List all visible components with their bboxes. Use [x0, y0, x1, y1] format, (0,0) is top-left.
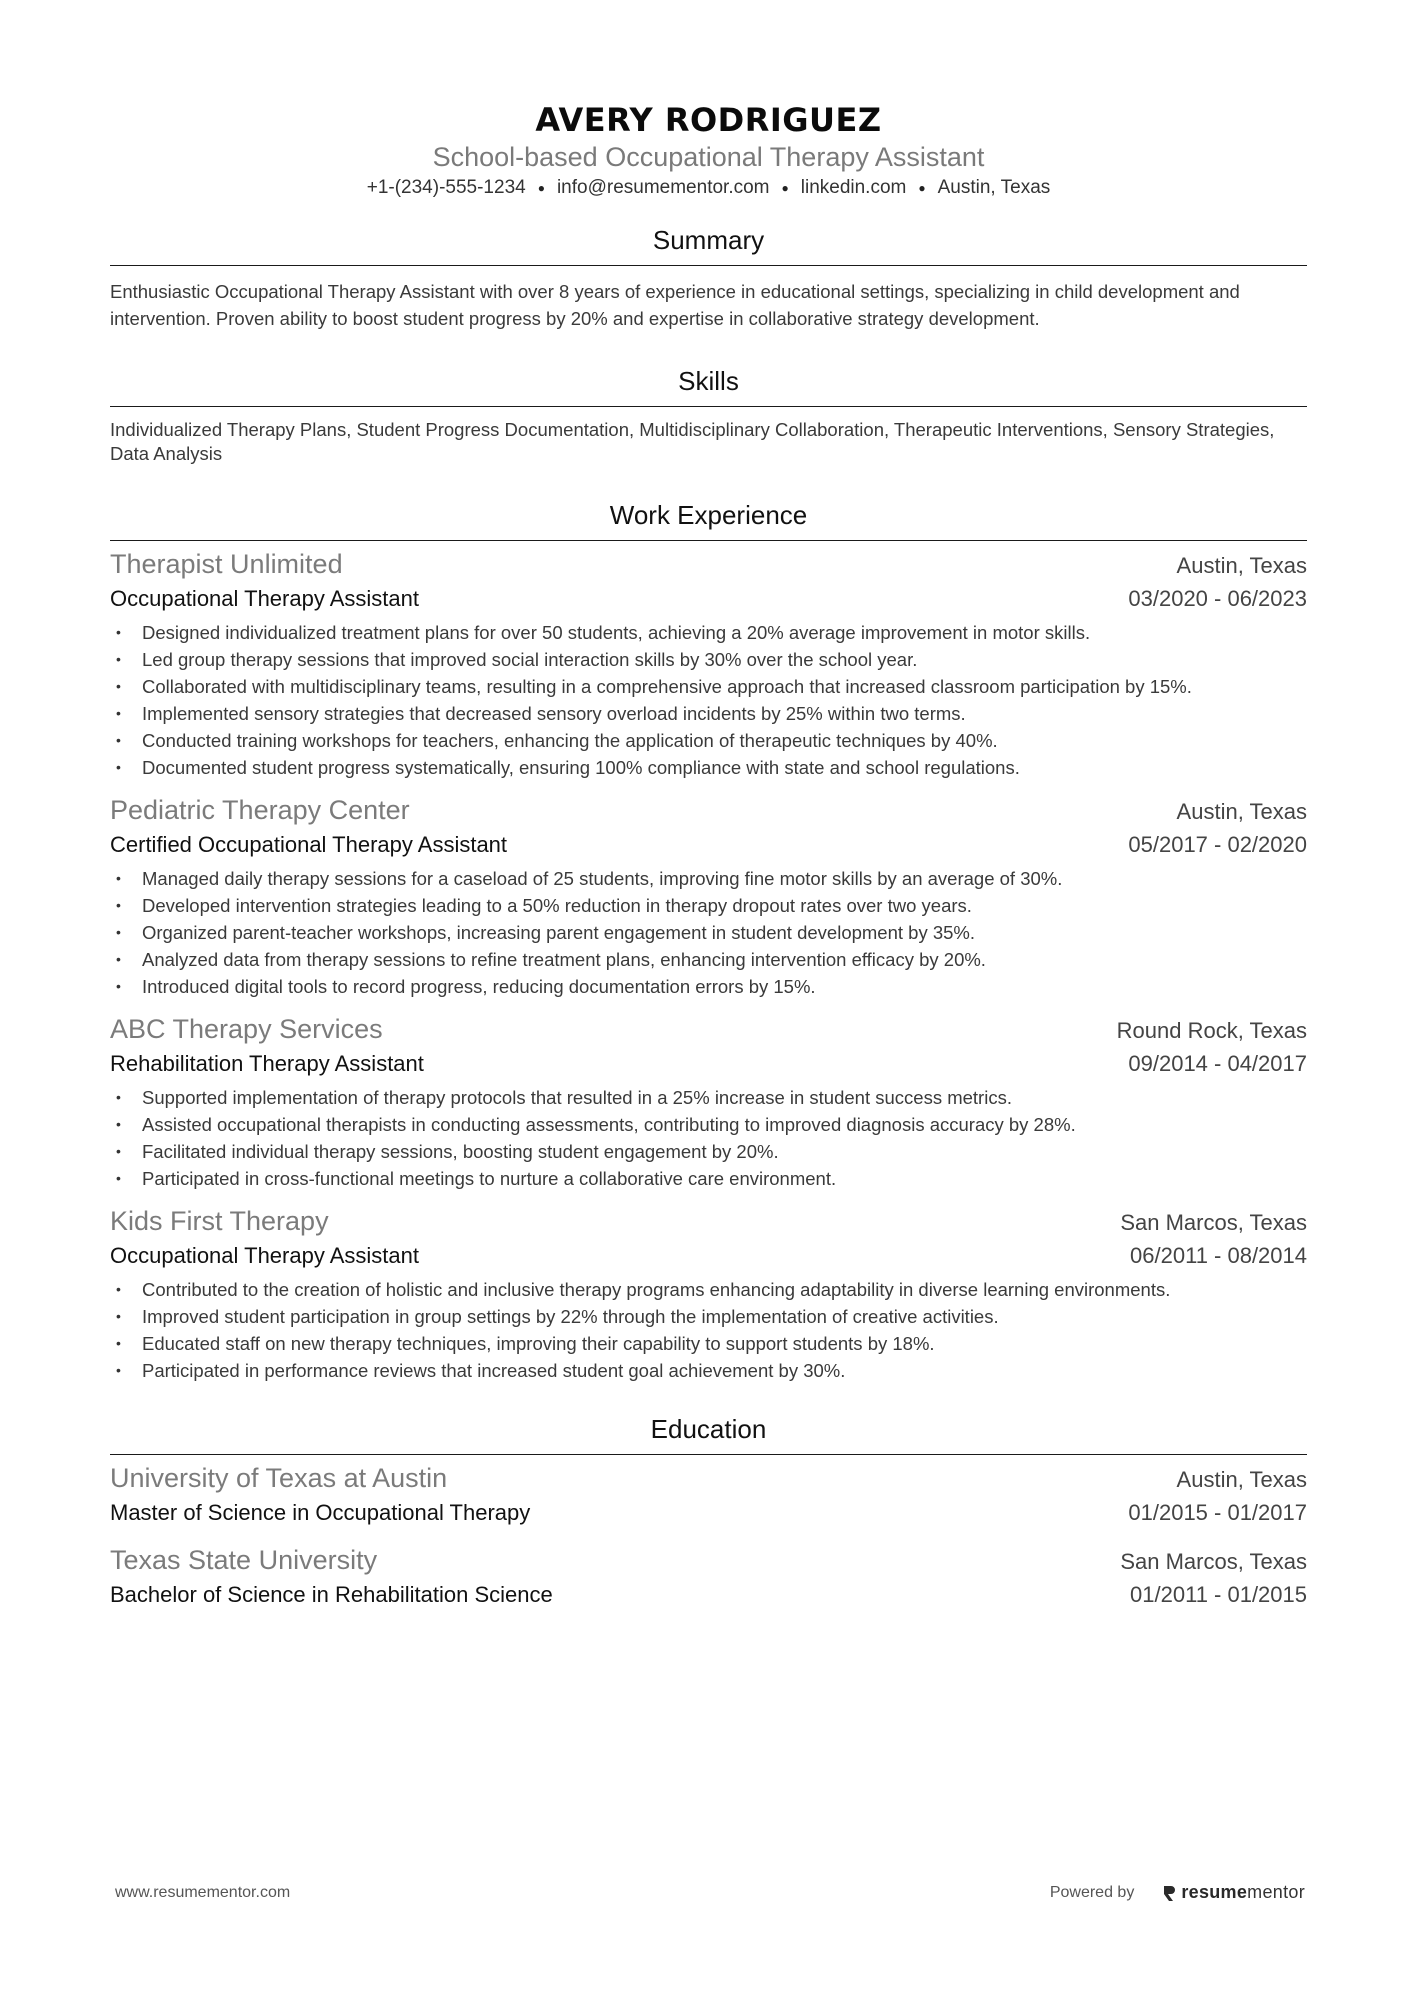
section-heading-skills: Skills — [678, 366, 739, 396]
bullet-text: Contributed to the creation of holistic and inclusive therapy programs enhancing adaptability in diverse learning environments. — [142, 1279, 1171, 1300]
job-header-row — [110, 793, 1307, 828]
resume-page — [110, 0, 1307, 1611]
job-dates: 06/2011 - 08/2014 — [1130, 1243, 1307, 1268]
job-bullet-list — [110, 1084, 1307, 1192]
list-item — [110, 946, 1307, 973]
job-list — [110, 547, 1307, 1384]
job-role: Occupational Therapy Assistant — [110, 586, 419, 611]
contact-location: Austin, Texas — [937, 177, 1051, 198]
bullet-text: Implemented sensory strategies that decreased sensory overload incidents by 25% within two terms. — [142, 703, 966, 724]
job-location: Round Rock, Texas — [1116, 1018, 1307, 1043]
list-item — [110, 1111, 1307, 1138]
education-header-row — [110, 1543, 1307, 1578]
job-role: Rehabilitation Therapy Assistant — [110, 1051, 424, 1076]
list-item — [110, 1276, 1307, 1303]
job-bullet-list — [110, 1276, 1307, 1384]
list-item — [110, 1303, 1307, 1330]
brand-name-light: mentor — [1247, 1882, 1305, 1902]
brand-logo[interactable] — [1162, 1882, 1305, 1903]
list-item — [110, 865, 1307, 892]
education-entry — [110, 1543, 1307, 1611]
job-company: Kids First Therapy — [110, 1206, 329, 1236]
job-role: Occupational Therapy Assistant — [110, 1243, 419, 1268]
job-role-row — [110, 1047, 1307, 1080]
education-degree-row — [110, 1496, 1307, 1529]
bullet-icon: • — [116, 759, 121, 775]
list-item — [110, 1357, 1307, 1384]
bullet-icon: • — [116, 624, 121, 640]
resume-header — [110, 100, 1307, 201]
list-item — [110, 1330, 1307, 1357]
bullet-text: Educated staff on new therapy techniques, improving their capability to support students by 18%. — [142, 1333, 935, 1354]
summary-text: Enthusiastic Occupational Therapy Assistant with over 8 years of experience in educational settings, specializing in child development and intervention. Proven ability to boost student progress by 20% and expertise in collaborative strategy development. — [110, 281, 1240, 329]
job-entry — [110, 547, 1307, 781]
list-item — [110, 973, 1307, 1000]
bullet-icon: • — [116, 678, 121, 694]
job-header-row — [110, 1204, 1307, 1239]
education-school: University of Texas at Austin — [110, 1463, 448, 1493]
section-heading-summary: Summary — [652, 225, 765, 255]
bullet-separator-icon: ● — [781, 181, 789, 195]
powered-by-label: Powered by — [1049, 1883, 1135, 1901]
list-item — [110, 673, 1307, 700]
job-role-row — [110, 582, 1307, 615]
bullet-text: Analyzed data from therapy sessions to refine treatment plans, enhancing intervention efficacy by 20%. — [142, 949, 986, 970]
education-dates: 01/2011 - 01/2015 — [1130, 1582, 1307, 1607]
bullet-icon: • — [116, 1362, 121, 1378]
education-degree: Bachelor of Science in Rehabilitation Science — [110, 1582, 553, 1607]
bullet-icon: • — [116, 1335, 121, 1351]
bullet-separator-icon: ● — [918, 181, 926, 195]
job-entry — [110, 1012, 1307, 1192]
resumementor-logo-icon — [1162, 1884, 1176, 1902]
bullet-text: Participated in cross-functional meetings to nurture a collaborative care environment. — [142, 1168, 837, 1189]
bullet-icon: • — [116, 1089, 121, 1105]
section-divider — [110, 1454, 1307, 1455]
list-item — [110, 1165, 1307, 1192]
education-school: Texas State University — [110, 1545, 378, 1575]
summary-section — [110, 223, 1307, 332]
skills-section — [110, 364, 1307, 466]
education-header-row — [110, 1461, 1307, 1496]
job-bullet-list — [110, 619, 1307, 781]
job-dates: 09/2014 - 04/2017 — [1128, 1051, 1307, 1076]
list-item — [110, 727, 1307, 754]
bullet-icon: • — [116, 732, 121, 748]
section-divider — [110, 406, 1307, 407]
list-item — [110, 919, 1307, 946]
job-company: ABC Therapy Services — [110, 1014, 383, 1044]
bullet-icon: • — [116, 1143, 121, 1159]
bullet-icon: • — [116, 705, 121, 721]
bullet-text: Participated in performance reviews that increased student goal achievement by 30%. — [142, 1360, 846, 1381]
bullet-text: Managed daily therapy sessions for a caseload of 25 students, improving fine motor skills by an average of 30%. — [142, 868, 1063, 889]
job-role-row — [110, 828, 1307, 861]
bullet-text: Assisted occupational therapists in conducting assessments, contributing to improved diagnosis accuracy by 28%. — [142, 1114, 1076, 1135]
list-item — [110, 1084, 1307, 1111]
skills-text: Individualized Therapy Plans, Student Progress Documentation, Multidisciplinary Collaboration, Therapeutic Interventions, Sensory Strategies, Data Analysis — [110, 419, 1275, 464]
job-entry — [110, 793, 1307, 1000]
job-dates: 05/2017 - 02/2020 — [1128, 832, 1307, 857]
powered-by — [1050, 1882, 1305, 1903]
contact-line — [110, 175, 1307, 201]
list-item — [110, 646, 1307, 673]
bullet-icon: • — [116, 870, 121, 886]
list-item — [110, 700, 1307, 727]
bullet-icon: • — [116, 924, 121, 940]
bullet-icon: • — [116, 1308, 121, 1324]
education-location: San Marcos, Texas — [1120, 1549, 1307, 1574]
job-location: Austin, Texas — [1176, 799, 1307, 824]
section-heading-education: Education — [650, 1414, 767, 1444]
job-dates: 03/2020 - 06/2023 — [1128, 586, 1307, 611]
section-divider — [110, 540, 1307, 541]
bullet-text: Improved student participation in group settings by 22% through the implementation of creative activities. — [142, 1306, 999, 1327]
job-entry — [110, 1204, 1307, 1384]
education-section — [110, 1412, 1307, 1611]
contact-linkedin[interactable]: linkedin.com — [800, 177, 907, 198]
experience-section — [110, 498, 1307, 1384]
bullet-icon: • — [116, 1116, 121, 1132]
education-list — [110, 1461, 1307, 1611]
bullet-text: Conducted training workshops for teachers, enhancing the application of therapeutic techniques by 40%. — [142, 730, 998, 751]
bullet-separator-icon: ● — [537, 181, 545, 195]
bullet-text: Facilitated individual therapy sessions, boosting student engagement by 20%. — [142, 1141, 779, 1162]
bullet-text: Supported implementation of therapy protocols that resulted in a 25% increase in student success metrics. — [142, 1087, 1012, 1108]
bullet-icon: • — [116, 1170, 121, 1186]
education-degree: Master of Science in Occupational Therapy — [110, 1500, 531, 1525]
job-role-row — [110, 1239, 1307, 1272]
candidate-title: School-based Occupational Therapy Assistant — [432, 142, 985, 172]
bullet-icon: • — [116, 651, 121, 667]
list-item — [110, 1138, 1307, 1165]
job-bullet-list — [110, 865, 1307, 1000]
bullet-text: Documented student progress systematically, ensuring 100% compliance with state and school regulations. — [142, 757, 1020, 778]
candidate-name: AVERY RODRIGUEZ — [535, 101, 882, 139]
education-dates: 01/2015 - 01/2017 — [1128, 1500, 1307, 1525]
bullet-text: Organized parent-teacher workshops, increasing parent engagement in student development by 35%. — [142, 922, 976, 943]
bullet-text: Led group therapy sessions that improved social interaction skills by 30% over the school year. — [142, 649, 918, 670]
bullet-text: Designed individualized treatment plans for over 50 students, achieving a 20% average improvement in motor skills. — [142, 622, 1091, 643]
bullet-icon: • — [116, 897, 121, 913]
section-divider — [110, 265, 1307, 266]
job-location: San Marcos, Texas — [1120, 1210, 1307, 1235]
list-item — [110, 754, 1307, 781]
job-location: Austin, Texas — [1176, 553, 1307, 578]
education-entry — [110, 1461, 1307, 1529]
education-degree-row — [110, 1578, 1307, 1611]
brand-name-bold: resume — [1181, 1882, 1248, 1902]
education-location: Austin, Texas — [1176, 1467, 1307, 1492]
job-header-row — [110, 547, 1307, 582]
contact-email[interactable]: info@resumementor.com — [556, 177, 770, 198]
bullet-text: Introduced digital tools to record progress, reducing documentation errors by 15%. — [142, 976, 816, 997]
section-heading-experience: Work Experience — [609, 500, 808, 530]
bullet-icon: • — [116, 978, 121, 994]
job-role: Certified Occupational Therapy Assistant — [110, 832, 508, 857]
bullet-text: Collaborated with multidisciplinary teams, resulting in a comprehensive approach that increased classroom participation by 15%. — [142, 676, 1192, 697]
bullet-icon: • — [116, 951, 121, 967]
footer-website[interactable]: www.resumementor.com — [115, 1883, 291, 1901]
contact-phone: +1-(234)-555-1234 — [366, 177, 526, 198]
job-company: Therapist Unlimited — [110, 549, 343, 579]
page-footer — [115, 1882, 1305, 1903]
bullet-text: Developed intervention strategies leading to a 50% reduction in therapy dropout rates over two years. — [142, 895, 972, 916]
list-item — [110, 892, 1307, 919]
job-header-row — [110, 1012, 1307, 1047]
job-company: Pediatric Therapy Center — [110, 795, 410, 825]
bullet-icon: • — [116, 1281, 121, 1297]
list-item — [110, 619, 1307, 646]
